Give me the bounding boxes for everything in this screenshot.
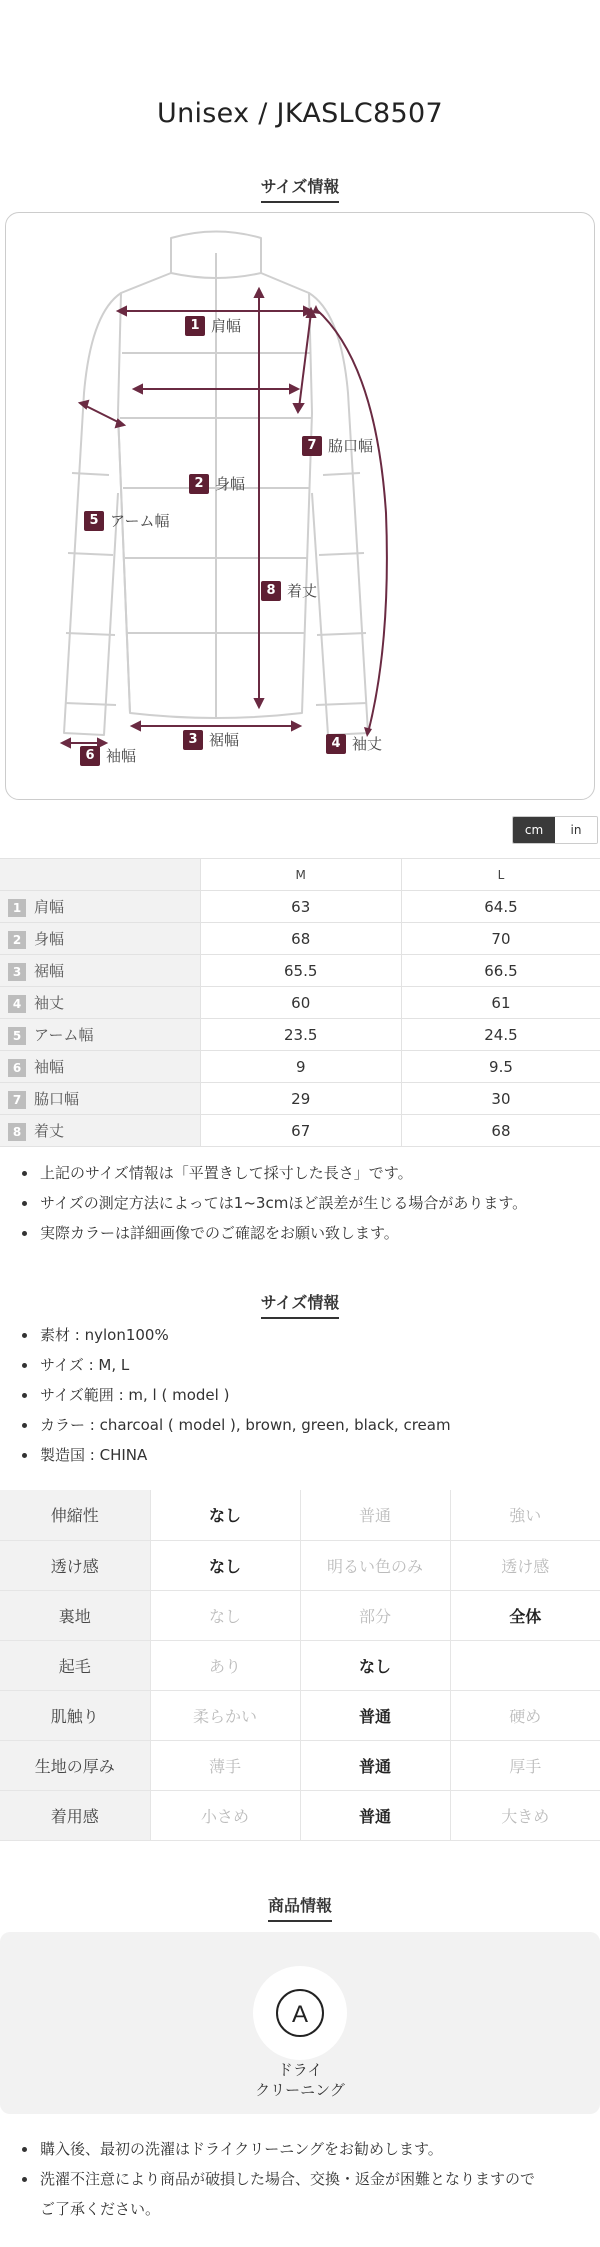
table-row [0, 1740, 600, 1790]
list-item: 洗濯不注意により商品が破損した場合、交換・返金が困難となりますので [0, 2164, 600, 2194]
table-cell: 64.5 [401, 891, 600, 923]
table-cell: 24.5 [401, 1019, 600, 1051]
fabric-option: 大きめ [450, 1790, 600, 1840]
fabric-option: 普通 [300, 1690, 450, 1740]
list-item: 製造国 : CHINA [0, 1440, 600, 1470]
table-cell: 9.5 [401, 1051, 600, 1083]
fabric-option: 柔らかい [150, 1690, 300, 1740]
fabric-option: 普通 [300, 1740, 450, 1790]
label-armhole-width: 7 脇口幅 [302, 435, 373, 456]
page-title: Unisex / JKASLC8507 [157, 98, 443, 129]
row-label: 3 裾幅 [0, 955, 200, 987]
table-row [0, 1019, 600, 1051]
table-row [0, 1690, 600, 1740]
table-cell: 67 [200, 1115, 401, 1147]
size-notes-list [0, 1158, 600, 1248]
list-item: 実際カラーは詳細画像でのご確認をお願い致します。 [0, 1218, 600, 1248]
fabric-option: 部分 [300, 1590, 450, 1640]
table-cell: 66.5 [401, 955, 600, 987]
table-cell: 9 [200, 1051, 401, 1083]
size-table [0, 858, 600, 1147]
row-label: 4 袖丈 [0, 987, 200, 1019]
fabric-option: 硬め [450, 1690, 600, 1740]
table-cell: 60 [200, 987, 401, 1019]
label-sleeve-length: 4 袖丈 [326, 733, 382, 754]
fabric-properties-table [0, 1490, 600, 1841]
care-note-continuation: ご了承ください。 [40, 2200, 161, 2218]
fabric-row-label: 生地の厚み [0, 1740, 150, 1790]
fabric-option: なし [150, 1490, 300, 1540]
table-row [0, 1640, 600, 1690]
fabric-option: 小さめ [150, 1790, 300, 1840]
table-row [0, 891, 600, 923]
label-shoulder-width: 1 肩幅 [185, 315, 241, 336]
table-row [0, 923, 600, 955]
care-symbol-circle [253, 1966, 347, 2060]
fabric-option [450, 1640, 600, 1690]
table-row [0, 1790, 600, 1840]
unit-toggle [512, 816, 598, 844]
list-item: 素材 : nylon100% [0, 1320, 600, 1350]
size-info-heading: サイズ情報 [0, 174, 600, 203]
fabric-row-label: 伸縮性 [0, 1490, 150, 1540]
care-panel [0, 1932, 600, 2114]
list-item: サイズ範囲 : m, l ( model ) [0, 1380, 600, 1410]
row-label: 1 肩幅 [0, 891, 200, 923]
table-row [0, 955, 600, 987]
fabric-option: 強い [450, 1490, 600, 1540]
list-item: サイズの測定方法によっては1~3cmほど誤差が生じる場合があります。 [0, 1188, 600, 1218]
row-label: 8 着丈 [0, 1115, 200, 1147]
care-notes-list [0, 2134, 600, 2194]
unit-cm-button[interactable]: cm [513, 817, 555, 843]
fabric-option: 明るい色のみ [300, 1540, 450, 1590]
material-heading: サイズ情報 [0, 1290, 600, 1319]
table-cell: 29 [200, 1083, 401, 1115]
fabric-option: なし [150, 1590, 300, 1640]
list-item: 購入後、最初の洗濯はドライクリーニングをお勧めします。 [0, 2134, 600, 2164]
row-label: 5 アーム幅 [0, 1019, 200, 1051]
table-row [0, 1083, 600, 1115]
label-total-length: 8 着丈 [261, 580, 317, 601]
dry-clean-icon [272, 1985, 328, 2041]
fabric-option: なし [150, 1540, 300, 1590]
care-symbol-letter: A [291, 2001, 309, 2028]
product-info-heading: 商品情報 [0, 1893, 600, 1922]
fabric-option: 全体 [450, 1590, 600, 1640]
label-chest-width: 2 身幅 [189, 473, 245, 494]
fabric-option: 薄手 [150, 1740, 300, 1790]
fabric-row-label: 着用感 [0, 1790, 150, 1840]
fabric-row-label: 肌触り [0, 1690, 150, 1740]
table-cell: 61 [401, 987, 600, 1019]
table-row [0, 1590, 600, 1640]
list-item: カラー : charcoal ( model ), brown, green, black, cream [0, 1410, 600, 1440]
care-label: ドライ クリーニング [255, 2061, 345, 2099]
fabric-option: なし [300, 1640, 450, 1690]
table-row [0, 1051, 600, 1083]
jacket-illustration [6, 213, 596, 801]
jacket-measurement-diagram [5, 212, 595, 800]
table-row [0, 1115, 600, 1147]
fabric-option: 厚手 [450, 1740, 600, 1790]
fabric-row-label: 透け感 [0, 1540, 150, 1590]
table-cell: 65.5 [200, 955, 401, 987]
table-cell: 68 [200, 923, 401, 955]
row-label: 7 脇口幅 [0, 1083, 200, 1115]
table-cell: 70 [401, 923, 600, 955]
table-row [0, 987, 600, 1019]
label-hem-width: 3 裾幅 [183, 729, 239, 750]
table-row [0, 1540, 600, 1590]
unit-in-button[interactable]: in [555, 817, 597, 843]
fabric-option: あり [150, 1640, 300, 1690]
table-cell: 23.5 [200, 1019, 401, 1051]
size-column-header: M [200, 859, 401, 891]
row-label: 2 身幅 [0, 923, 200, 955]
list-item: 上記のサイズ情報は「平置きして採寸した長さ」です。 [0, 1158, 600, 1188]
row-label: 6 袖幅 [0, 1051, 200, 1083]
table-cell: 68 [401, 1115, 600, 1147]
fabric-option: 透け感 [450, 1540, 600, 1590]
fabric-option: 普通 [300, 1790, 450, 1840]
table-cell: 63 [200, 891, 401, 923]
fabric-row-label: 裏地 [0, 1590, 150, 1640]
label-cuff-width: 6 袖幅 [80, 745, 136, 766]
list-item: サイズ : M, L [0, 1350, 600, 1380]
size-table-corner [0, 859, 200, 891]
label-arm-width: 5 アーム幅 [84, 510, 170, 531]
material-list [0, 1320, 600, 1470]
size-column-header: L [401, 859, 600, 891]
fabric-option: 普通 [300, 1490, 450, 1540]
fabric-row-label: 起毛 [0, 1640, 150, 1690]
table-cell: 30 [401, 1083, 600, 1115]
table-row [0, 1490, 600, 1540]
